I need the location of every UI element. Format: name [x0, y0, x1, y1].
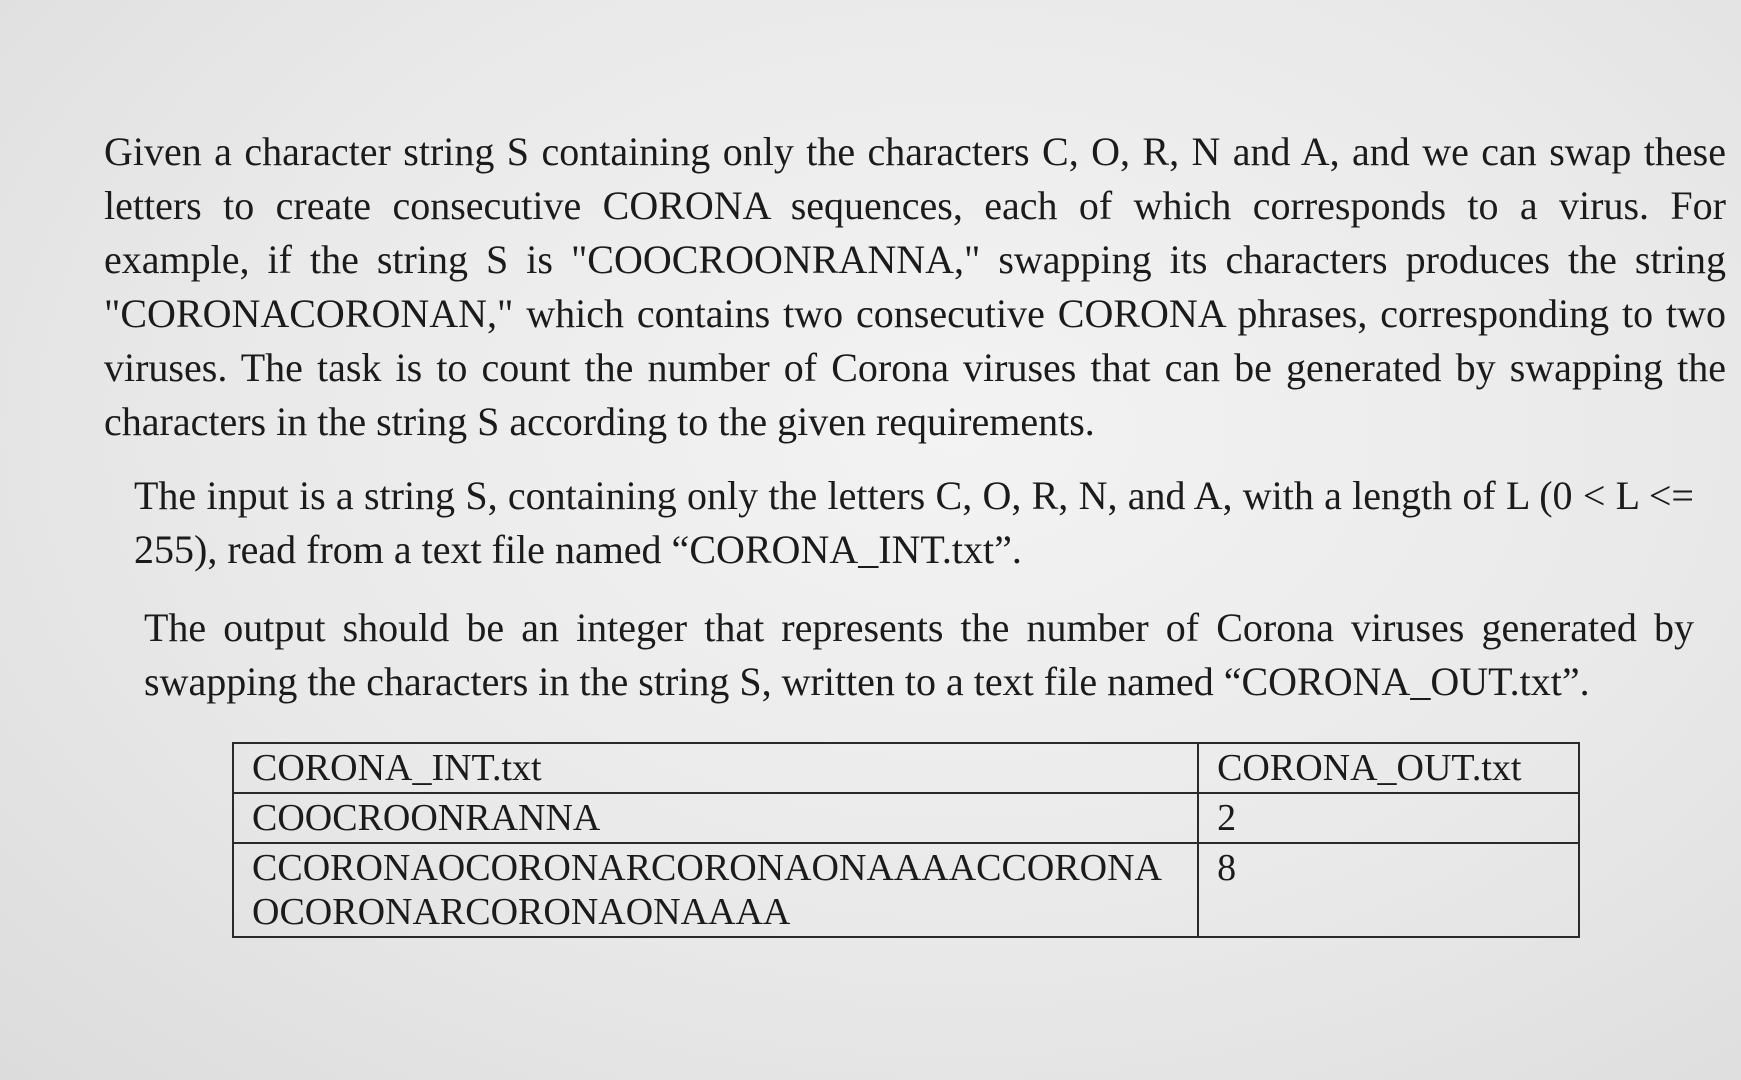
problem-description: Given a character string S containing only the characters C, O, R, N and A, and we can swap these letters to create consecutive CORONA sequences, each of which corresponds to a virus. For example, if the string S is "COOCROONRANNA," swapping its characters produces the string "CORONACORONAN," which contains two consecutive CORONA phrases, corresponding to two viruses. The task is to count the number of Corona viruses that can be generated by swapping the characters in the string S according to the given requirements. — [104, 129, 1726, 444]
header-input-file: CORONA_INT.txt — [233, 743, 1198, 793]
document-body — [104, 125, 1726, 709]
table-row — [233, 843, 1579, 937]
example-table-container — [232, 742, 1580, 938]
example-input-cell — [233, 843, 1198, 937]
example-input-line: OCORONARCORONAONAAAA — [252, 891, 791, 933]
example-input-cell — [233, 793, 1198, 843]
output-specification: The output should be an integer that represents the number of Corona viruses generated by swapping the characters in the string S, written to a text file named “CORONA_OUT.txt”. — [144, 605, 1694, 704]
example-output-cell: 2 — [1198, 793, 1579, 843]
table-row — [233, 793, 1579, 843]
table-header-row — [233, 743, 1579, 793]
header-output-file: CORONA_OUT.txt — [1198, 743, 1579, 793]
example-output-cell: 8 — [1198, 843, 1579, 937]
example-input-line: CCORONAOCORONARCORONAONAAAACCORONA — [252, 847, 1162, 889]
input-specification: The input is a string S, containing only the letters C, O, R, N, and A, with a length of L (0 < L <= 255), read from a text file named “CORONA_INT.txt”. — [134, 473, 1694, 572]
example-input-line: COOCROONRANNA — [252, 797, 601, 839]
example-io-table — [232, 742, 1580, 938]
